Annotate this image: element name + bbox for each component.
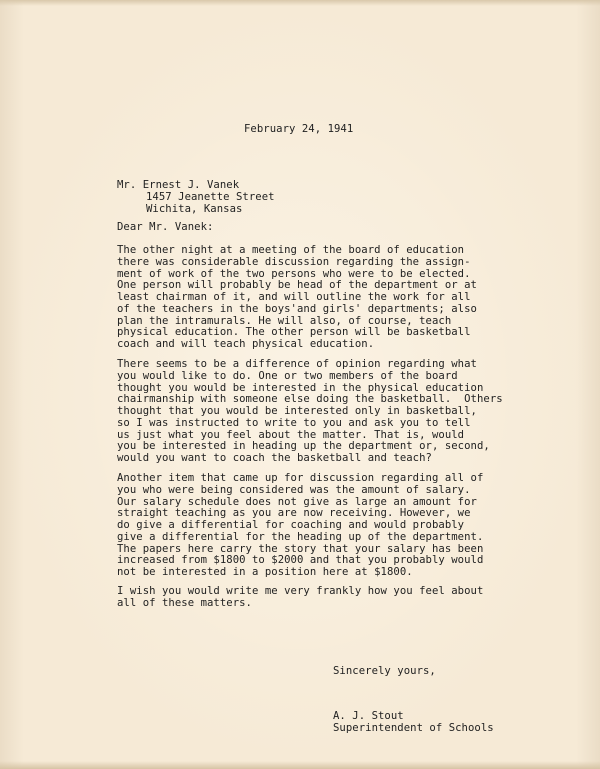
paragraph-line: physical education. The other person will be basketball [117, 326, 471, 339]
paragraph-line: Our salary schedule does not give as large an amount for [117, 495, 477, 508]
paragraph-3 [117, 473, 527, 579]
paragraph-line: all of these matters. [117, 596, 252, 609]
signer-name: A. J. Stout [333, 710, 404, 722]
paragraph-line: there was considerable discussion regarding the assign- [117, 255, 471, 268]
paper-bottom-edge [0, 761, 600, 769]
paragraph-line: chairmanship with someone else doing the basketball. Others [117, 393, 503, 406]
paragraph-line: coach and will teach physical education. [117, 338, 375, 350]
recipient-street: 1457 Jeanette Street [146, 190, 275, 203]
paragraph-line: not be interested in a position here at $1800. [117, 566, 413, 578]
paragraph-line: The papers here carry the story that your salary has been [117, 542, 484, 555]
recipient-name: Mr. Ernest J. Vanek [117, 179, 240, 191]
paragraph-line: do give a differential for coaching and would probably [117, 519, 465, 531]
paragraph-line: straight teaching as you are now receiving. However, we [117, 507, 471, 520]
paragraph-line: thought you would be interested in the physical education [117, 381, 484, 394]
paragraph-line: I wish you would write me very frankly how you feel about [117, 585, 484, 597]
paragraph-line: The other night at a meeting of the board of education [117, 244, 465, 256]
paper-top-edge [0, 0, 600, 6]
paragraph-line: Another item that came up for discussion regarding all of [117, 472, 484, 484]
letter-date: February 24, 1941 [244, 123, 354, 135]
recipient-address [117, 180, 527, 215]
paragraph-line: would you want to coach the basketball and teach? [117, 452, 432, 464]
signature-block [333, 711, 533, 735]
paragraph-1 [117, 245, 527, 351]
paragraph-line: give a differential for the heading up of the department. [117, 530, 484, 543]
signer-title: Superintendent of Schools [333, 721, 494, 734]
paragraph-line: so I was instructed to write to you and ask you to tell [117, 416, 471, 429]
paragraph-line: thought that you would be interested only in basketball, [117, 405, 477, 417]
paragraph-line: least chairman of it, and will outline the work for all [117, 291, 471, 303]
paragraph-line: of the teachers in the boys'and girls' departments; also [117, 302, 477, 315]
paragraph-line: ment of work of the two persons who were to be elected. [117, 267, 471, 280]
paragraph-line: One person will probably be head of the department or at [117, 279, 477, 292]
paragraph-2 [117, 359, 527, 465]
paragraph-line: increased from $1800 to $2000 and that you probably would [117, 554, 484, 567]
paragraph-line: you be interested in heading up the department or, second, [117, 440, 490, 453]
paragraph-4 [117, 586, 527, 610]
salutation: Dear Mr. Vanek: [117, 221, 214, 233]
paragraph-line: you would like to do. One or two members of the board [117, 369, 458, 382]
paragraph-line: There seems to be a difference of opinion regarding what [117, 358, 477, 370]
closing: Sincerely yours, [333, 665, 436, 677]
recipient-city: Wichita, Kansas [146, 202, 243, 215]
paragraph-line: you who were being considered was the amount of salary. [117, 483, 471, 496]
paragraph-line: us just what you feel about the matter. That is, would [117, 428, 465, 441]
paragraph-line: plan the intramurals. He will also, of course, teach [117, 314, 452, 327]
